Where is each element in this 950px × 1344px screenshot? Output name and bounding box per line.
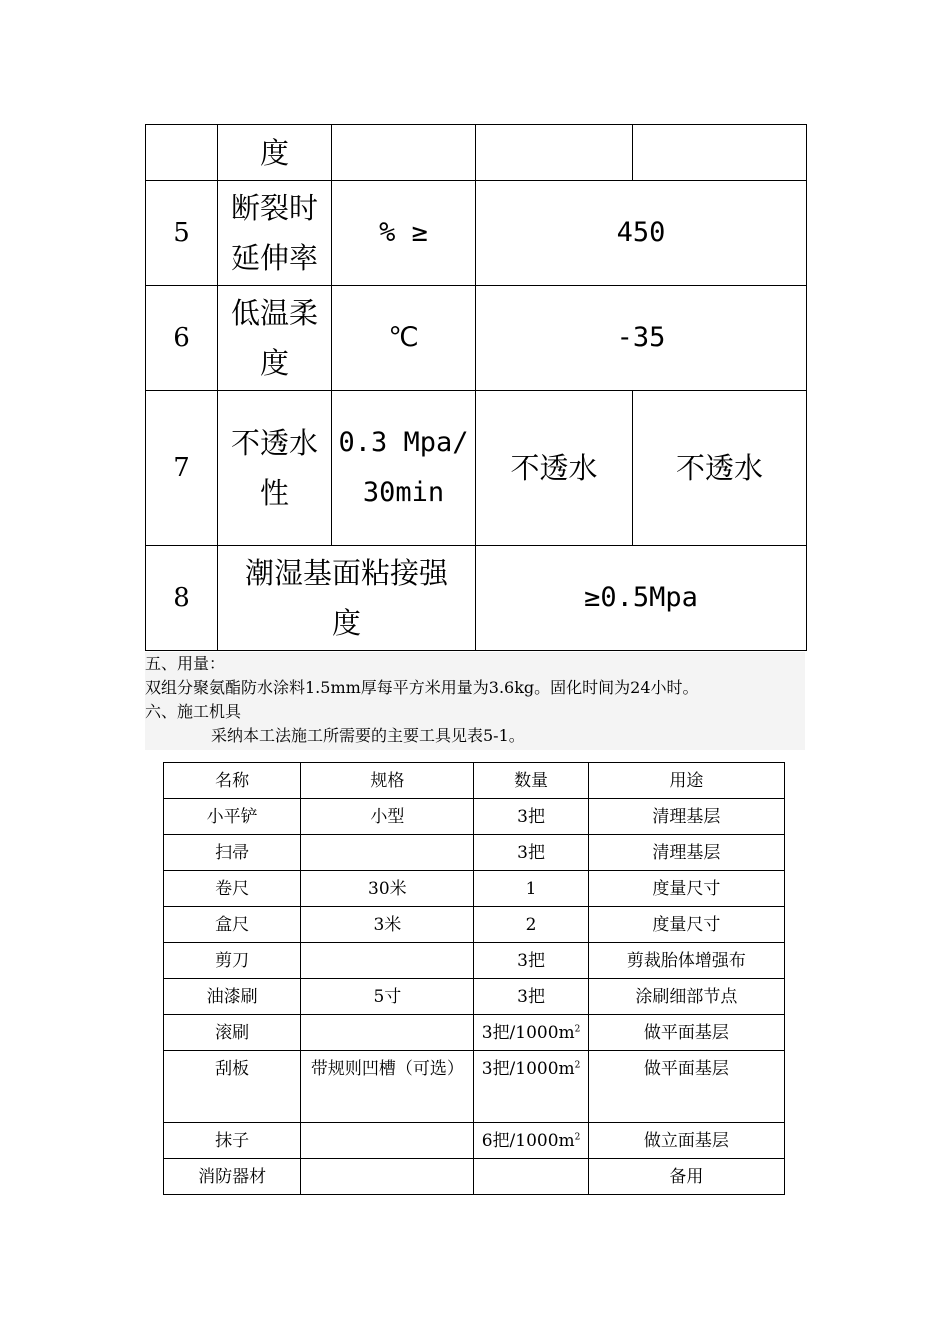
table-row bbox=[164, 835, 785, 871]
tool-name: 抹子 bbox=[164, 1123, 301, 1159]
tool-use: 度量尺寸 bbox=[588, 871, 784, 907]
spec-value: ≥0.5Mpa bbox=[476, 546, 807, 651]
tool-use: 做平面基层 bbox=[588, 1015, 784, 1051]
superscript-2: 2 bbox=[574, 1060, 581, 1071]
table-row bbox=[164, 1123, 785, 1159]
spec-value-b: 不透水 bbox=[633, 391, 807, 546]
tool-name: 滚刷 bbox=[164, 1015, 301, 1051]
tool-use: 涂刷细部节点 bbox=[588, 979, 784, 1015]
tools-table bbox=[163, 762, 785, 1195]
tool-spec: 小型 bbox=[301, 799, 474, 835]
tool-name: 刮板 bbox=[164, 1051, 301, 1123]
tool-qty: 3把$/1000m^2$ bbox=[474, 1015, 588, 1051]
spec-unit: % ≥ bbox=[332, 181, 476, 286]
tool-spec bbox=[301, 1015, 474, 1051]
column-header: 名称 bbox=[164, 763, 301, 799]
spec-value-a bbox=[476, 125, 633, 181]
tool-qty: 3把$/1000m^2$ bbox=[474, 1051, 588, 1123]
tool-name: 油漆刷 bbox=[164, 979, 301, 1015]
tool-spec: 带规则凹槽（可选） bbox=[301, 1051, 474, 1123]
spec-row bbox=[146, 286, 807, 391]
spec-value-a: 不透水 bbox=[476, 391, 633, 546]
tool-name: 小平铲 bbox=[164, 799, 301, 835]
usage-heading: 五、用量： bbox=[145, 654, 226, 673]
spec-no bbox=[146, 125, 218, 181]
spec-item: 断裂时延伸率 bbox=[218, 181, 332, 286]
tool-name: 盒尺 bbox=[164, 907, 301, 943]
spec-unit: 0.3 Mpa/30min bbox=[332, 391, 476, 546]
tool-qty: 3把 bbox=[474, 979, 588, 1015]
tool-name: 消防器材 bbox=[164, 1159, 301, 1195]
spec-value-b bbox=[633, 125, 807, 181]
tool-use: 做立面基层 bbox=[588, 1123, 784, 1159]
table-row bbox=[164, 799, 785, 835]
tool-use: 备用 bbox=[588, 1159, 784, 1195]
table-row bbox=[164, 1159, 785, 1195]
tools-heading: 六、施工机具 bbox=[145, 702, 242, 721]
tool-spec bbox=[301, 1159, 474, 1195]
superscript-2: 2 bbox=[574, 1132, 581, 1143]
tool-qty bbox=[474, 1159, 588, 1195]
spec-no: 6 bbox=[146, 286, 218, 391]
tool-qty: 6把$/1000m^2$ bbox=[474, 1123, 588, 1159]
spec-no: 7 bbox=[146, 391, 218, 546]
column-header: 用途 bbox=[588, 763, 784, 799]
spec-item: 低温柔度 bbox=[218, 286, 332, 391]
table-row bbox=[164, 871, 785, 907]
spec-unit bbox=[332, 125, 476, 181]
tool-spec: 5寸 bbox=[301, 979, 474, 1015]
spec-no: 5 bbox=[146, 181, 218, 286]
spec-row bbox=[146, 181, 807, 286]
tool-name: 剪刀 bbox=[164, 943, 301, 979]
tool-spec: 3米 bbox=[301, 907, 474, 943]
tool-qty: 1 bbox=[474, 871, 588, 907]
spec-item: 潮湿基面粘接强度 bbox=[218, 546, 476, 651]
column-header: 规格 bbox=[301, 763, 474, 799]
tool-qty: 3把 bbox=[474, 835, 588, 871]
spec-value: -35 bbox=[476, 286, 807, 391]
tool-use: 做平面基层 bbox=[588, 1051, 784, 1123]
spec-no: 8 bbox=[146, 546, 218, 651]
table-row bbox=[164, 979, 785, 1015]
spec-unit: ℃ bbox=[332, 286, 476, 391]
tool-use: 清理基层 bbox=[588, 835, 784, 871]
tool-use: 度量尺寸 bbox=[588, 907, 784, 943]
tool-qty: 2 bbox=[474, 907, 588, 943]
usage-text: 双组分聚氨酯防水涂料1.5mm厚每平方米用量为3.6kg。固化时间为24小时。 bbox=[145, 678, 699, 697]
tools-header-row bbox=[164, 763, 785, 799]
spec-row bbox=[146, 546, 807, 651]
tool-spec bbox=[301, 835, 474, 871]
tool-spec bbox=[301, 1123, 474, 1159]
tool-use: 剪裁胎体增强布 bbox=[588, 943, 784, 979]
tools-table-body bbox=[164, 763, 785, 1195]
tool-spec: 30米 bbox=[301, 871, 474, 907]
tool-name: 卷尺 bbox=[164, 871, 301, 907]
table-row bbox=[164, 943, 785, 979]
tools-text: 采纳本工法施工所需要的主要工具见表5-1。 bbox=[211, 726, 525, 745]
tool-use: 清理基层 bbox=[588, 799, 784, 835]
tool-name: 扫帚 bbox=[164, 835, 301, 871]
table-row bbox=[164, 1051, 785, 1123]
spec-table bbox=[145, 124, 807, 651]
spec-row bbox=[146, 125, 807, 181]
tool-qty: 3把 bbox=[474, 799, 588, 835]
column-header: 数量 bbox=[474, 763, 588, 799]
spec-item: 不透水性 bbox=[218, 391, 332, 546]
spec-item: 度 bbox=[218, 125, 332, 181]
tool-spec bbox=[301, 943, 474, 979]
usage-section bbox=[145, 652, 805, 750]
tool-qty: 3把 bbox=[474, 943, 588, 979]
spec-row bbox=[146, 391, 807, 546]
superscript-2: 2 bbox=[574, 1024, 581, 1035]
table-row bbox=[164, 1015, 785, 1051]
table-row bbox=[164, 907, 785, 943]
spec-value: 450 bbox=[476, 181, 807, 286]
